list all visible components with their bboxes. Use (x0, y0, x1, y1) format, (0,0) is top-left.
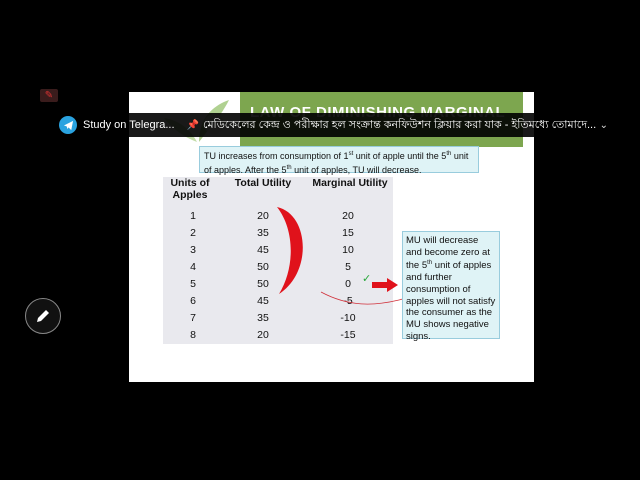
tu-explanation-box (199, 146, 479, 173)
table-cell-mu: 15 (342, 227, 354, 239)
table-cell-tu: 50 (257, 261, 269, 273)
table-cell-tu: 50 (257, 278, 269, 290)
table-cell-tu: 35 (257, 312, 269, 324)
header-total-utility: Total Utility (234, 177, 292, 189)
pin-icon: 📌 (186, 119, 199, 131)
table-cell-tu: 20 (257, 329, 269, 341)
table-cell-tu: 45 (257, 295, 269, 307)
table-cell-mu: 20 (342, 210, 354, 222)
sup: th (446, 151, 452, 157)
table-cell-units: 8 (190, 329, 196, 341)
chevron-down-icon[interactable]: ⌄ (599, 119, 608, 131)
table-cell-units: 3 (190, 244, 196, 256)
table-cell-tu: 20 (257, 210, 269, 222)
table-cell-mu: -10 (340, 312, 356, 324)
check-icon: ✓ (362, 273, 372, 285)
header-units: Units of Apples (170, 177, 210, 201)
text: unit of apple until the 5 (353, 151, 447, 161)
table-cell-units: 6 (190, 295, 196, 307)
text: MU will decrease and become zero at the 5 (406, 235, 490, 272)
banner-label: Study on Telegra... (83, 119, 175, 131)
table-cell-mu: -15 (340, 329, 356, 341)
telegram-icon (59, 116, 77, 134)
table-cell-mu: -5 (343, 295, 353, 307)
table-cell-units: 7 (190, 312, 196, 324)
table-cell-mu: 0 (345, 278, 351, 290)
edit-button[interactable] (25, 298, 61, 334)
table-cell-units: 5 (190, 278, 196, 290)
text: unit of apples, TU will decrease. (291, 165, 422, 175)
telegram-notification-banner[interactable] (55, 113, 620, 137)
header-marginal-utility: Marginal Utility (312, 177, 388, 189)
table-cell-units: 2 (190, 227, 196, 239)
table-cell-units: 4 (190, 261, 196, 273)
table-cell-units: 1 (190, 210, 196, 222)
text: TU increases from consumption of 1 (204, 151, 349, 161)
app-badge-icon: ✎ (40, 89, 58, 102)
text: unit of apples and further consumption of apples will not satisfy the consumer as the MU shows negative signs. (406, 260, 496, 342)
table-cell-tu: 45 (257, 244, 269, 256)
sup: th (427, 260, 433, 267)
sup: th (286, 165, 292, 171)
table-cell-tu: 35 (257, 227, 269, 239)
banner-message: মেডিকেলের কেন্দ্র ও পরীক্ষার হল সংক্রান্ত কনফিউশন ক্লিয়ার করা যাক - ইতিমধ্যে তোমাদে... (202, 118, 597, 131)
sup: st (348, 151, 354, 157)
table-cell-mu: 10 (342, 244, 354, 256)
tu-peak-arc (269, 202, 309, 297)
mu-explanation-box (402, 231, 500, 342)
pencil-icon (35, 308, 51, 324)
table-cell-mu: 5 (345, 261, 351, 273)
text: unit of apples. After the 5 (204, 151, 469, 175)
